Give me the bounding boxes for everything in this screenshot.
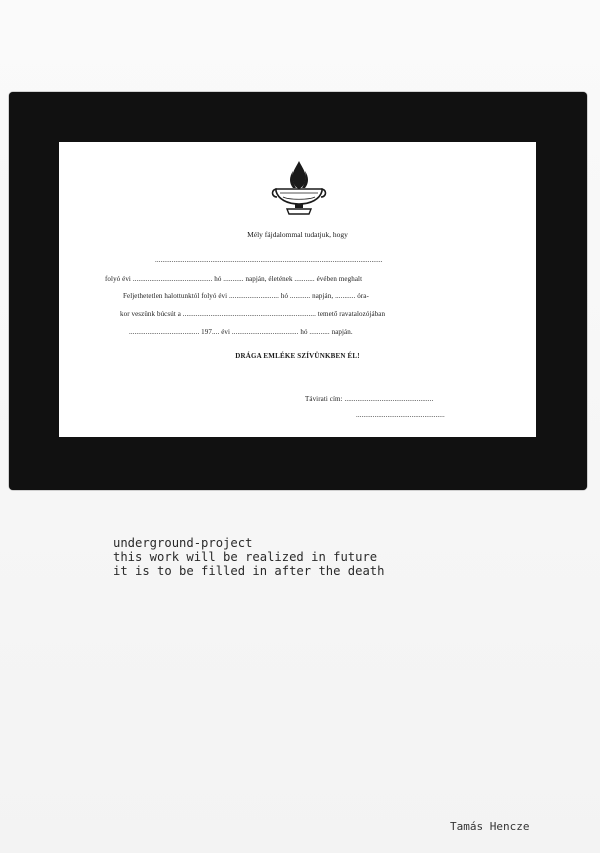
telegram-address-line-2: ................................................	[356, 411, 445, 419]
caption-line-1: underground-project	[113, 536, 253, 550]
telegram-address-label: Távirati cím: ................................................	[305, 395, 434, 403]
blank-name-line: ...........................................................................................................................	[155, 256, 383, 264]
notice-line-3: kor veszünk búcsút a ........................................................................ temető ravatalozójában	[120, 310, 386, 318]
notice-line-2: Feljethetetlen halottunktól folyó évi ........................... hó ........... napján, ........... óra-	[123, 292, 369, 300]
funeral-urn-icon	[269, 159, 329, 217]
notice-line-1: folyó évi ........................................... hó ........... napján, életének ........... évében meghalt	[105, 275, 363, 283]
typewritten-caption	[113, 536, 385, 578]
artist-signature: Tamás Hencze	[450, 820, 530, 833]
motto: DRÁGA EMLÉKE SZÍVÜNKBEN ÉL!	[235, 352, 360, 360]
notice-line-4: ...................................... 197.... évi .................................... hó ........... napján.	[129, 328, 353, 336]
death-notice-card	[59, 142, 536, 437]
caption-line-3: it is to be filled in after the death	[113, 564, 385, 578]
caption-line-2: this work will be realized in future	[113, 550, 378, 564]
intro-text: Mély fájdalommal tudatjuk, hogy	[247, 230, 348, 239]
